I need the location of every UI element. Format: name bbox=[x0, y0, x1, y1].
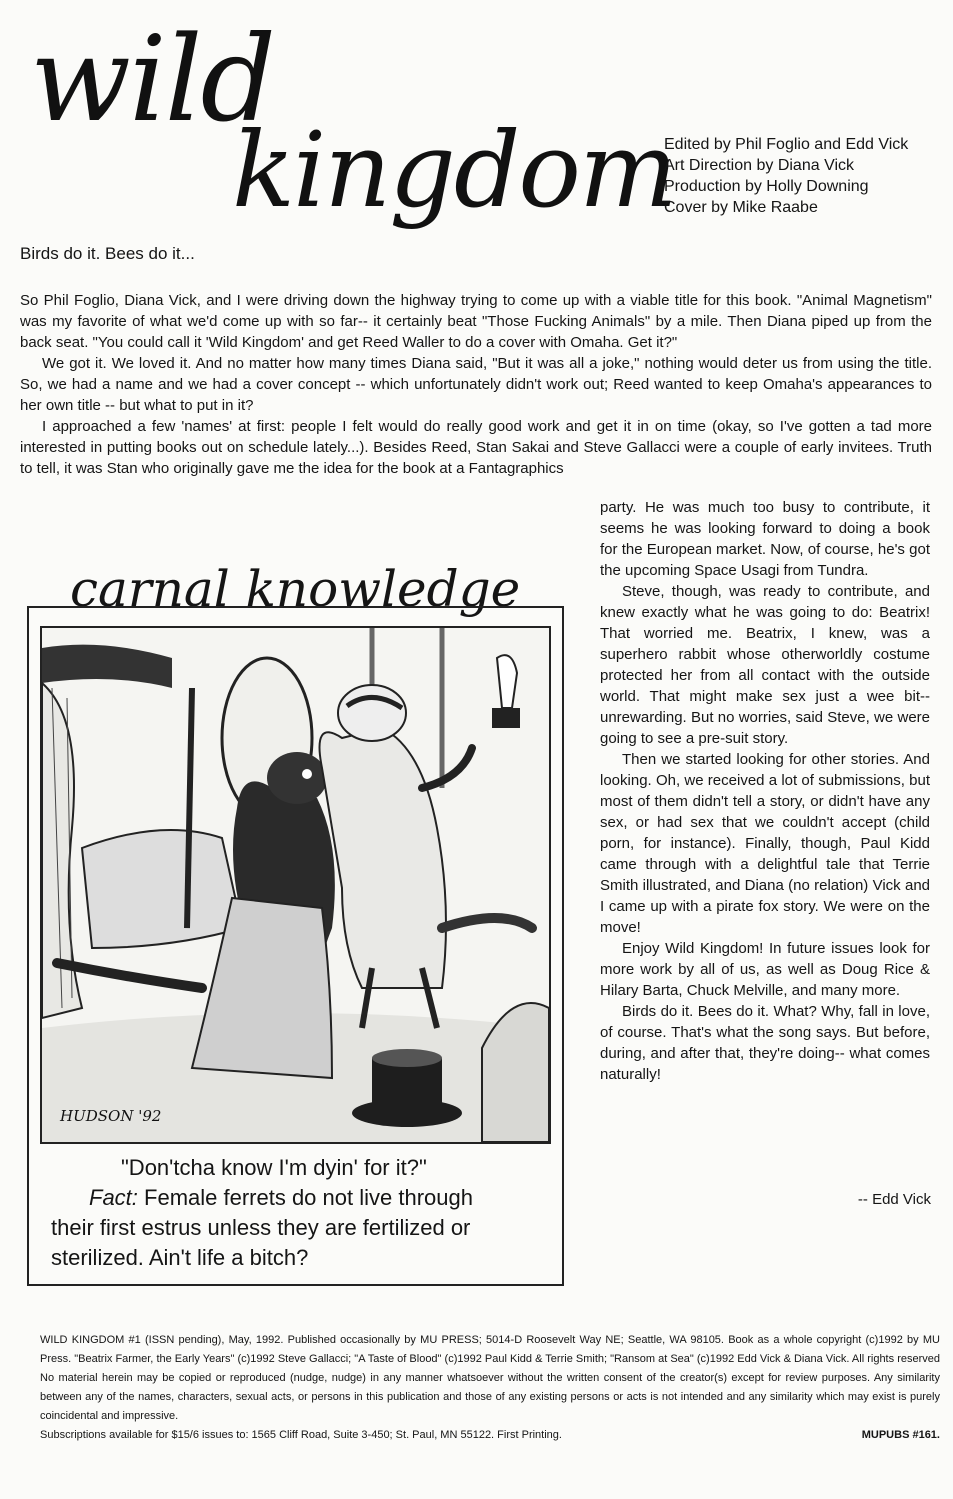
subscriptions-info: Subscriptions available for $15/6 issues to: 1565 Cliff Road, Suite 3-450; St. Paul, MN 55122. First Printing. bbox=[40, 1429, 562, 1441]
caption-fact-line-1 bbox=[51, 1183, 562, 1213]
pub-code: MUPUBS #161. bbox=[861, 1429, 940, 1441]
credits-block bbox=[664, 134, 908, 218]
caption-quote: "Don'tcha know I'm dyin' for it?" bbox=[121, 1155, 427, 1180]
masthead-title-kingdom: kingdom bbox=[232, 109, 676, 231]
paragraph: So Phil Foglio, Diana Vick, and I were driving down the highway trying to come up with a viable title for this book. "Animal Magnetism" was my favorite of what we'd come up with so far-- it certainly beat "Those Fucking Animals" by a mile. Then Diana piped up from the back seat. "You could call it 'Wild Kingdom' and get Reed Waller to do a cover with Omaha. Get it?" bbox=[20, 292, 932, 351]
caption-fact-text: Female ferrets do not live through bbox=[137, 1185, 473, 1210]
paragraph: Enjoy Wild Kingdom! In future issues look for more work by all of us, as well as Doug Rice & Hilary Barta, Chuck Melville, and many more. bbox=[600, 940, 930, 999]
indicia-text: WILD KINGDOM #1 (ISSN pending), May, 1992. Published occasionally by MU PRESS; 5014-D Roosevelt Way NE; Seattle, WA 98105. Book as a whole copyright (c)1992 by MU Press. "Beatrix Farmer, the Early Years" (c)1992 Steve Gallacci; "A Taste of Blood" (c)1992 Paul Kidd & Terrie Smith; "Ransom at Sea" (c)1992 Edd Vick & Diana Vick. All rights reserved No material herein may be copied or reproduced (nudge, nudge) in any manner whatsoever without the written consent of the creator(s) except for review purposes. Any similarity between any of the names, characters, sexual acts, or persons in this publication and those of any existing persons or acts is not intended and any similarity which may exist is purely coincidental and impressive. bbox=[40, 1334, 940, 1422]
cartoon-frame bbox=[27, 606, 564, 1286]
paragraph: Steve, though, was ready to contribute, and knew exactly what he was going to do: Beatrix! That worried me. Beatrix, I knew, was a superhero rabbit whose otherworldly costume protected her from all contact with the outside world. That might make sex just a wee bit-- unrewarding. But no worries, said Steve, we were going to see a pre-suit story. bbox=[600, 583, 930, 747]
paragraph: Then we started looking for other stories. And looking. Oh, we received a lot of submissions, but most of them didn't tell a story, or didn't have any sex, or had sex that we couldn't accept (child porn, for instance). Finally, though, Paul Kidd came through with a delightful tale that Terrie Smith illustrated, and Diana (no relation) Vick and I came up with a pirate fox story. We were on the move! bbox=[600, 751, 930, 936]
masthead-title-wild: wild bbox=[30, 10, 275, 148]
paragraph: We got it. We loved it. And no matter how many times Diana said, "But it was all a joke," nothing would deter us from using the title. So, we had a name and we had a cover concept -- which unfortunately didn't work out; Reed wanted to keep Omaha's appearances to her own title -- but what to put in it? bbox=[20, 355, 932, 414]
paragraph: party. He was much too busy to contribute, it seems he was looking forward to doing a book for the European market. Now, of course, he's got the upcoming Space Usagi from Tundra. bbox=[600, 499, 930, 579]
credit-production: Production by Holly Downing bbox=[664, 178, 869, 195]
cartoon-illustration bbox=[40, 626, 551, 1144]
credit-cover: Cover by Mike Raabe bbox=[664, 199, 818, 216]
indicia-footer bbox=[40, 1331, 940, 1445]
cartoon-caption bbox=[29, 1153, 562, 1273]
indicia-last-line bbox=[40, 1426, 940, 1445]
artist-signature: HUDSON '92 bbox=[60, 1107, 162, 1125]
caption-fact-line-2: their first estrus unless they are fertilized or bbox=[51, 1215, 471, 1240]
credit-art-direction: Art Direction by Diana Vick bbox=[664, 157, 854, 174]
intro-line: Birds do it. Bees do it... bbox=[20, 244, 195, 263]
editorial-body bbox=[20, 290, 932, 479]
paragraph: I approached a few 'names' at first: people I felt would do really good work and get it in on time (okay, so I've gotten a tad more interested in putting books out on schedule lately...). Besides Reed, Stan Sakai and Steve Gallacci were a couple of early invitees. Truth to tell, it was Stan who originally gave me the idea for the book at a Fantagraphics bbox=[20, 418, 932, 477]
editorial-column bbox=[600, 497, 930, 1085]
credit-editors: Edited by Phil Foglio and Edd Vick bbox=[664, 136, 909, 153]
cartoon-heading: carnal knowledge bbox=[70, 560, 521, 618]
signoff: -- Edd Vick bbox=[857, 1191, 931, 1208]
caption-fact-label: Fact: bbox=[89, 1185, 138, 1210]
paragraph: Birds do it. Bees do it. What? Why, fall in love, of course. That's what the song says. But before, during, and after that, they're doing-- what comes naturally! bbox=[600, 1003, 930, 1083]
caption-fact-line-3: sterilized. Ain't life a bitch? bbox=[51, 1245, 309, 1270]
